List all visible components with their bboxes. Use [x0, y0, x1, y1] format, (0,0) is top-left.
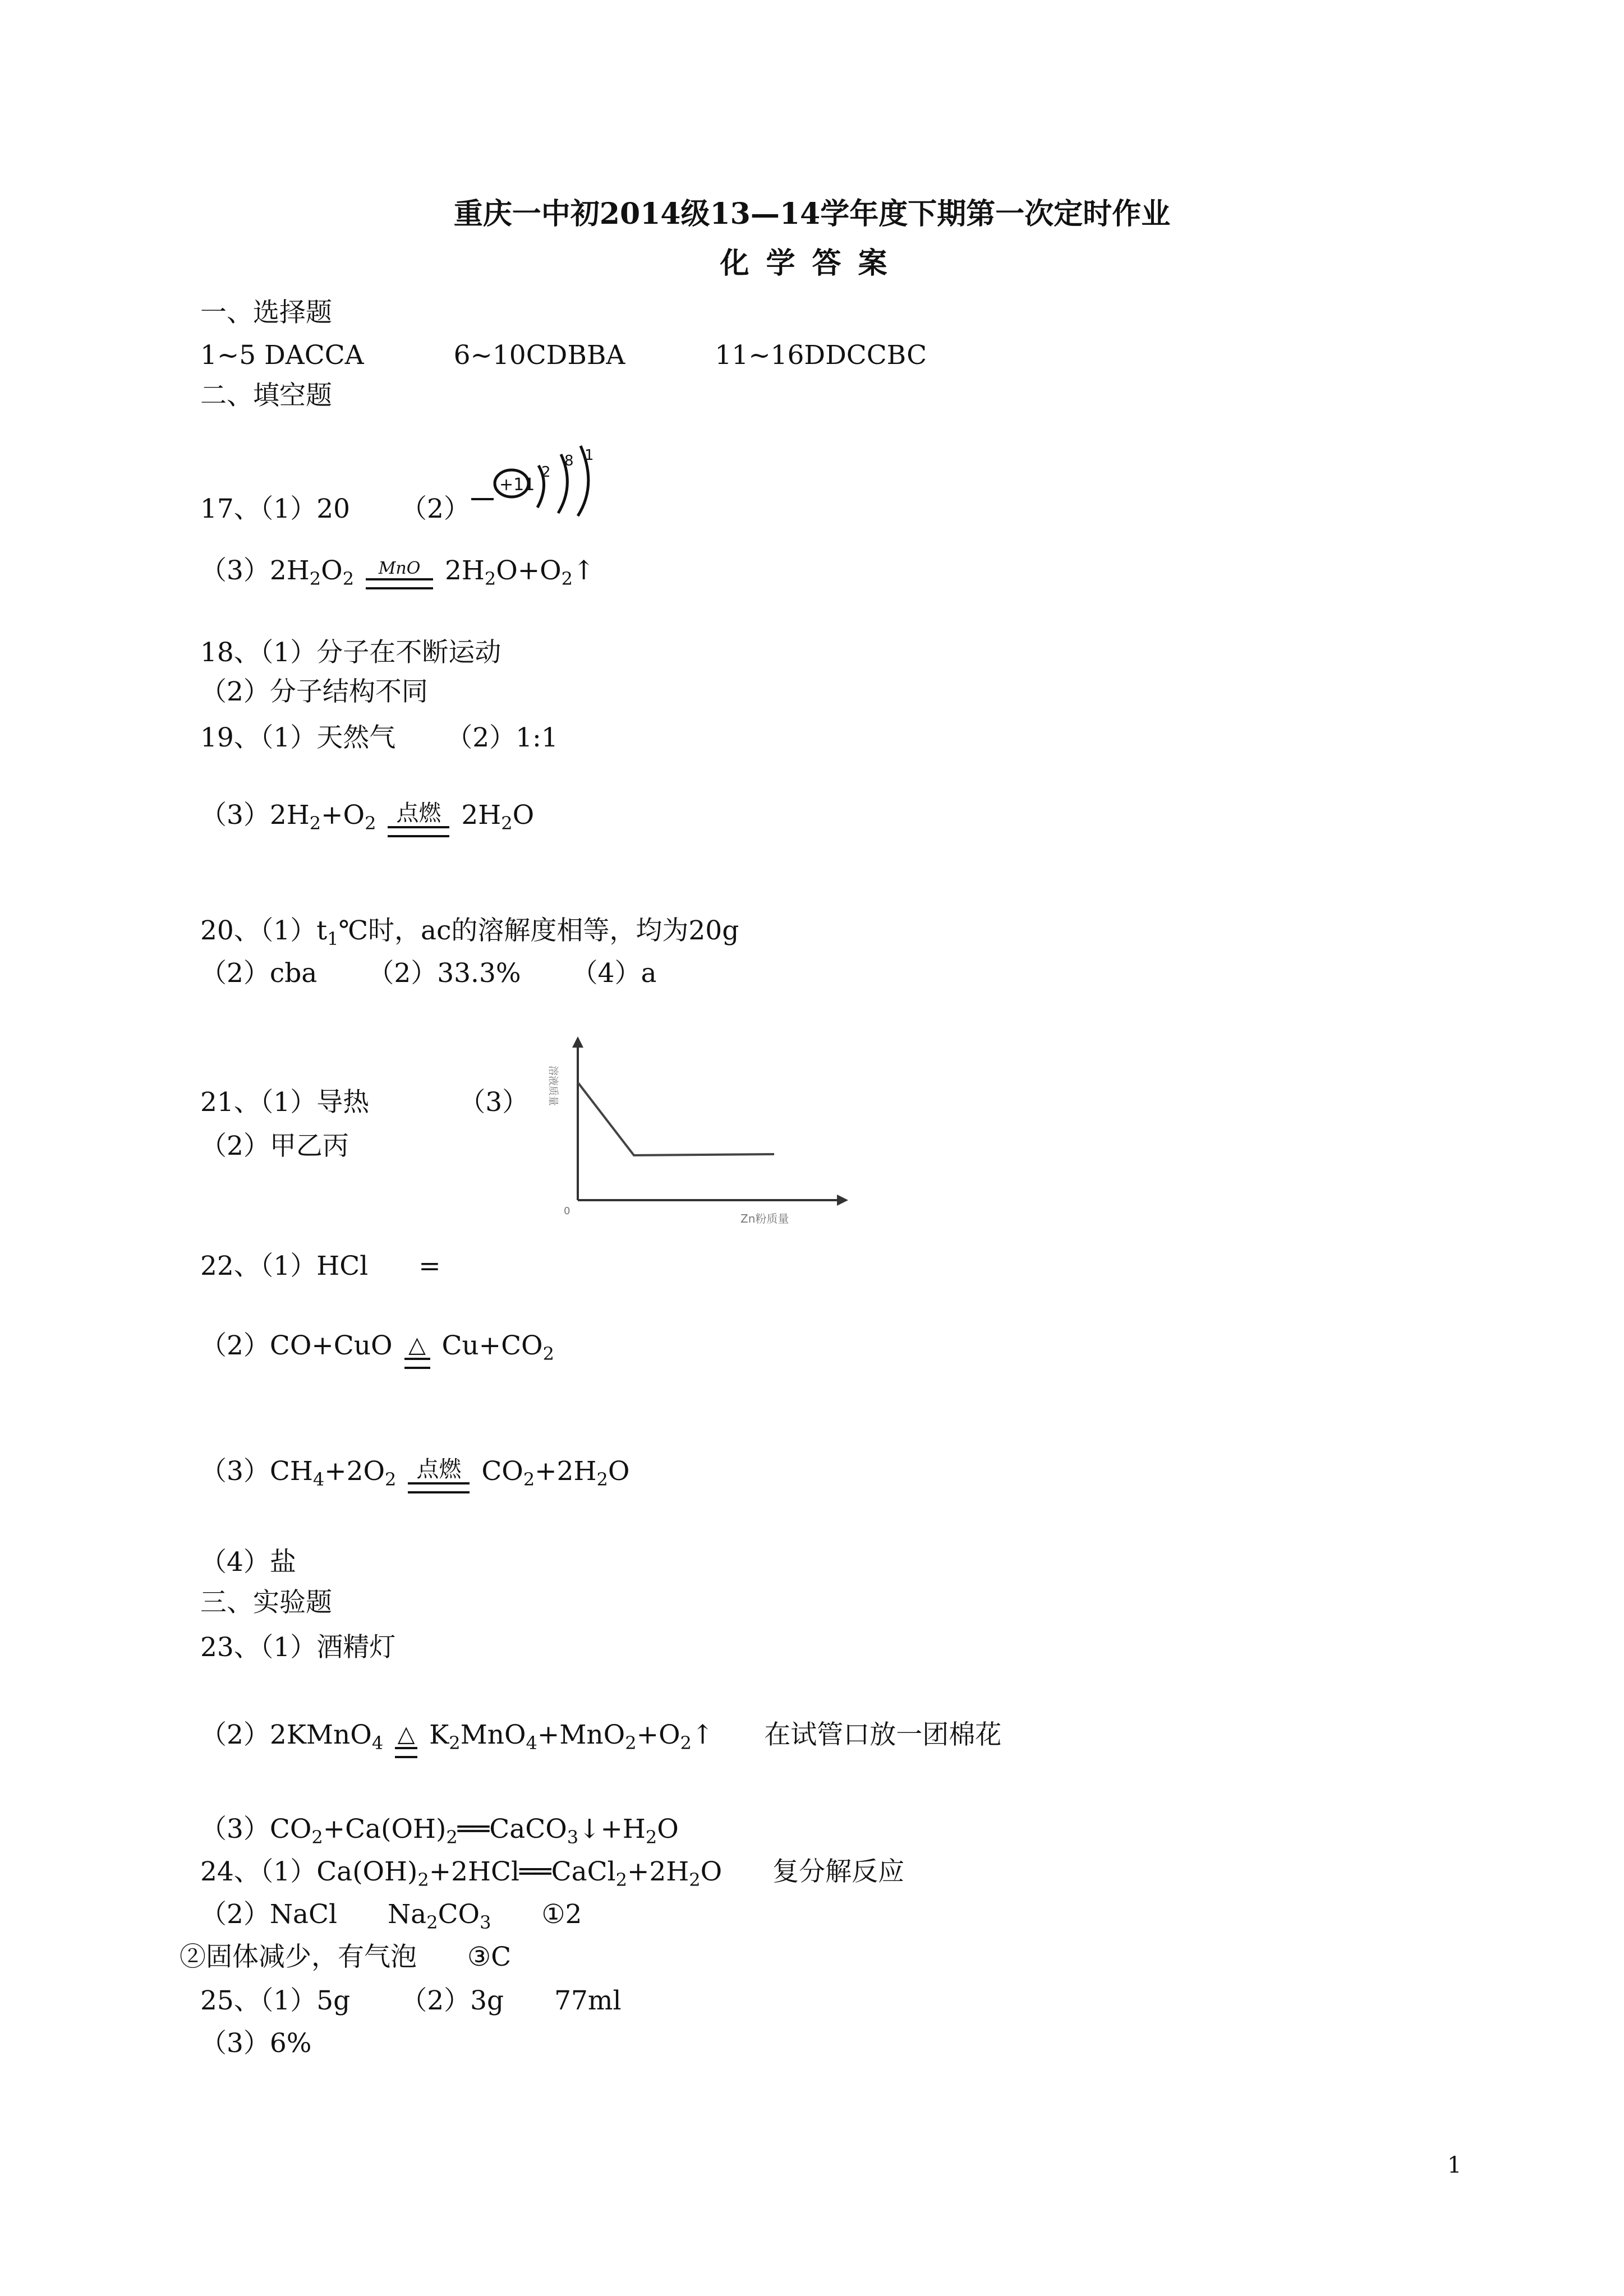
q21-sketch-graph — [539, 1032, 853, 1234]
q17-line1 — [200, 494, 470, 525]
svg-text:溶液质量: 溶液质量 — [547, 1066, 559, 1106]
q20-line1: 20、$(1)t_1℃$时，ac的溶解度相等，均为20g — [200, 915, 739, 949]
svg-text:0: 0 — [564, 1205, 571, 1217]
section-fill-heading: 二、填空题 — [200, 380, 332, 411]
q21-line1: 21、（1）导热 （3） — [200, 1087, 529, 1118]
svg-text:1: 1 — [585, 447, 594, 464]
q22-line1: 22、（1）HCl = — [200, 1251, 441, 1281]
q21-line2: （2）甲乙丙 — [200, 1131, 349, 1161]
q23-line3: $(3)CO_2+Ca(OH)_2══CaCO_3↓+H_2O$ — [200, 1814, 679, 1848]
section-experiment-heading: 三、实验题 — [200, 1587, 332, 1618]
atom-structure-sketch — [466, 432, 611, 522]
svg-text:Zn粉质量: Zn粉质量 — [740, 1212, 789, 1225]
q24-line2: （2）NaCl $Na_2CO_3$ ①2 — [200, 1899, 582, 1933]
svg-text:8: 8 — [564, 453, 574, 469]
q17-part2-label: （2） — [401, 494, 470, 524]
document-subtitle: 化学答案 — [720, 246, 904, 280]
reaction-type: 复分解反应 — [772, 1856, 905, 1887]
choice-6-10: 6~10CDBBA — [453, 340, 625, 371]
choice-answers — [200, 340, 927, 371]
q24-line1: 24、$(1)Ca(OH)_2+2HCl══CaCl_2+2H_2O$ 复分解反应 — [200, 1856, 905, 1891]
choice-11-16: 11~16DDCCBC — [715, 340, 927, 371]
section-choice-heading: 一、选择题 — [200, 297, 332, 328]
q19-line3: $(3)2H_2+O_2$ 点燃 $2H_2O$ — [200, 800, 534, 841]
document-title: 重庆一中初2014级13—14学年度下期第一次定时作业 — [453, 197, 1171, 231]
q18-line2: （2）分子结构不同 — [200, 676, 428, 707]
q18-line1: 18、（1）分子在不断运动 — [200, 637, 502, 668]
q19-line1: 19、（1）天然气 （2）1:1 — [200, 722, 558, 753]
svg-text:2: 2 — [541, 464, 551, 481]
q20-line2: （2）cba （2）33.3% （4）a — [200, 958, 657, 989]
q23-line1: 23、（1）酒精灯 — [200, 1632, 396, 1663]
q24-line3: ②固体减少，有气泡 ③C — [180, 1942, 512, 1972]
q19-condition: 点燃 — [388, 801, 449, 837]
svg-text:+11: +11 — [499, 475, 535, 495]
q22-ignite-condition: 点燃 — [408, 1458, 470, 1493]
q22-line2: （2）CO+CuO △ $Cu+CO_2$ — [200, 1330, 554, 1371]
page-number: 1 — [1447, 2152, 1462, 2178]
q17-condition: MnO — [366, 560, 433, 589]
q22-line4: （4）盐 — [200, 1547, 296, 1578]
q23-heat-condition: △ — [395, 1722, 417, 1758]
q17-line3: $(3)2H_2O_2$ MnO $2H_2O+O_2↑$ — [200, 555, 595, 589]
q17-part1: 17、（1）20 — [200, 494, 351, 524]
q23-line2: （2）2KMnO$_4$ △ $K_2MnO_4+MnO_2+O_2↑$ 在试管口放一团棉花 — [200, 1719, 1001, 1760]
q25-line1: 25、（1）5g （2）3g 77ml — [200, 1985, 622, 2016]
choice-1-5: 1~5 DACCA — [200, 340, 364, 371]
gas-arrow: ↑ — [573, 555, 595, 586]
q22-line3: $(3)CH_4+2O_2$ 点燃 $CO_2+2H_2O$ — [200, 1456, 629, 1497]
q23-note: 在试管口放一团棉花 — [764, 1719, 1002, 1750]
q22-heat-condition: △ — [404, 1333, 430, 1369]
q25-line2: （3）6% — [200, 2028, 312, 2059]
